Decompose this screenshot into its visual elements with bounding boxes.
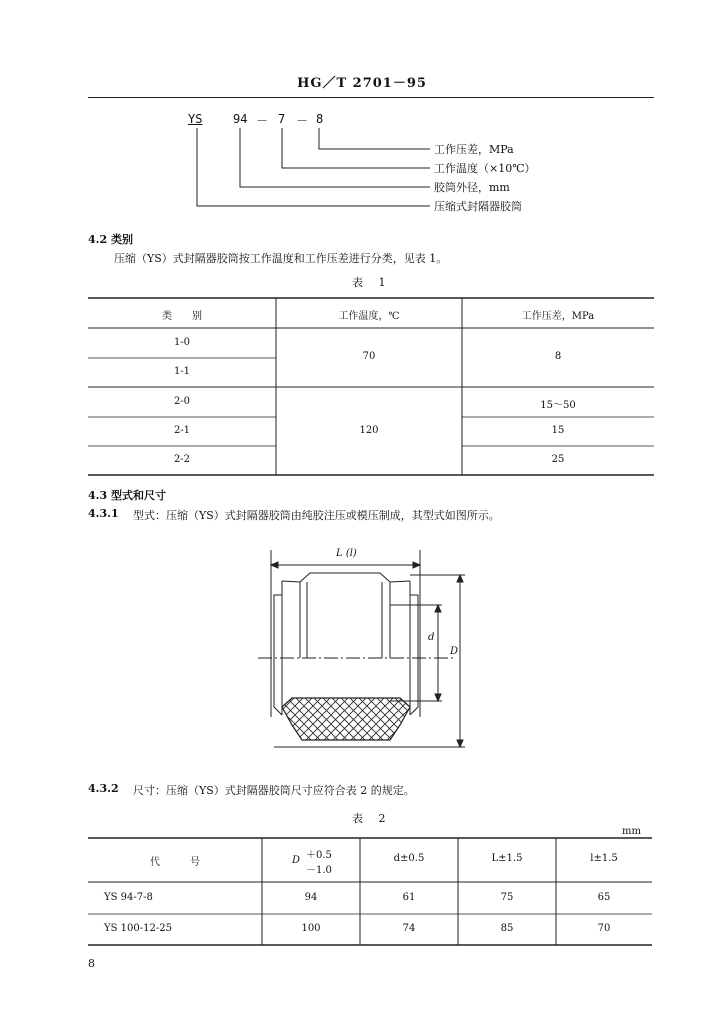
table1-header-category: 类 别 xyxy=(162,311,202,322)
code-part-ys: YS xyxy=(188,112,203,126)
table2-caption: 表 2 xyxy=(352,812,392,825)
table2-row-code: YS 94-7-8 xyxy=(104,892,153,903)
table2-unit: mm xyxy=(622,826,641,837)
section-4-3-2-text: 尺寸：压缩（YS）式封隔器胶筒尺寸应符合表 2 的规定。 xyxy=(133,784,415,797)
section-4-3-1-number: 4.3.1 xyxy=(88,507,119,520)
section-4-3-heading: 4.3 型式和尺寸 xyxy=(88,489,166,502)
table2-row-code: YS 100-12-25 xyxy=(104,923,172,934)
table1-pressure-cell: 25 xyxy=(551,454,565,465)
table2-row-l: 70 xyxy=(597,923,611,934)
table2-header-length: L±1.5 xyxy=(491,853,523,864)
table1-category-cell: 2-2 xyxy=(173,454,191,465)
table1-category-cell: 2-1 xyxy=(173,425,191,436)
code-note-diameter: 胶筒外径，mm xyxy=(434,181,510,194)
table2-row-d-outer: 100 xyxy=(301,923,321,934)
section-4-3-1-text: 型式：压缩（YS）式封隔器胶筒由纯胶注压或模压制成，其型式如图所示。 xyxy=(133,509,500,522)
figure-label-length: L (l) xyxy=(336,548,357,559)
table2-header-d-outer: D xyxy=(292,855,301,866)
table1-header-pressure: 工作压差，MPa xyxy=(521,311,595,322)
table2-row-d-inner: 74 xyxy=(402,923,416,934)
table2-header-d-inner: d±0.5 xyxy=(393,853,425,864)
code-part-diameter: 94 xyxy=(233,112,248,126)
table2-row-length: 85 xyxy=(500,923,514,934)
table1-header-temperature: 工作温度，℃ xyxy=(338,311,400,322)
table2-row-l: 65 xyxy=(597,892,611,903)
code-note-type: 压缩式封隔器胶筒 xyxy=(434,200,522,213)
table2-row-length: 75 xyxy=(500,892,514,903)
code-part-pressure: 8 xyxy=(316,112,324,126)
code-note-temperature: 工作温度（×10℃） xyxy=(434,162,536,175)
table1-pressure-cell: 8 xyxy=(554,351,562,362)
code-part-dash-2: － xyxy=(296,114,309,128)
code-part-dash-1: － xyxy=(256,114,269,128)
section-4-2-text: 压缩（YS）式封隔器胶筒按工作温度和工作压差进行分类，见表 1。 xyxy=(114,252,448,265)
table1-category-cell: 1-1 xyxy=(173,366,191,377)
table1-temperature-cell: 120 xyxy=(359,425,379,436)
table2-header-code: 代 号 xyxy=(150,857,200,868)
figure-label-inner-diameter: d xyxy=(428,632,435,643)
table1-caption: 表 1 xyxy=(352,276,392,289)
table1-pressure-cell: 15～50 xyxy=(540,400,576,411)
page-number: 8 xyxy=(88,957,95,970)
code-part-temperature: 7 xyxy=(278,112,286,126)
table1-temperature-cell: 70 xyxy=(362,351,376,362)
code-note-pressure: 工作压差，MPa xyxy=(434,143,514,156)
section-4-2-heading: 4.2 类别 xyxy=(88,233,133,246)
table2-row-d-inner: 61 xyxy=(402,892,416,903)
table1-category-cell: 2-0 xyxy=(173,396,191,407)
table2-header-d-tol-lower: －1.0 xyxy=(306,865,332,876)
section-4-3-2-number: 4.3.2 xyxy=(88,782,119,795)
table1-pressure-cell: 15 xyxy=(551,425,565,436)
figure-label-outer-diameter: D xyxy=(450,646,459,657)
table2-row-d-outer: 94 xyxy=(304,892,318,903)
table2-header-l: l±1.5 xyxy=(590,853,618,864)
table2-header-d-tol-upper: ＋0.5 xyxy=(306,850,332,861)
document-header: HG／T 2701－95 xyxy=(297,76,427,91)
table1-category-cell: 1-0 xyxy=(173,337,191,348)
